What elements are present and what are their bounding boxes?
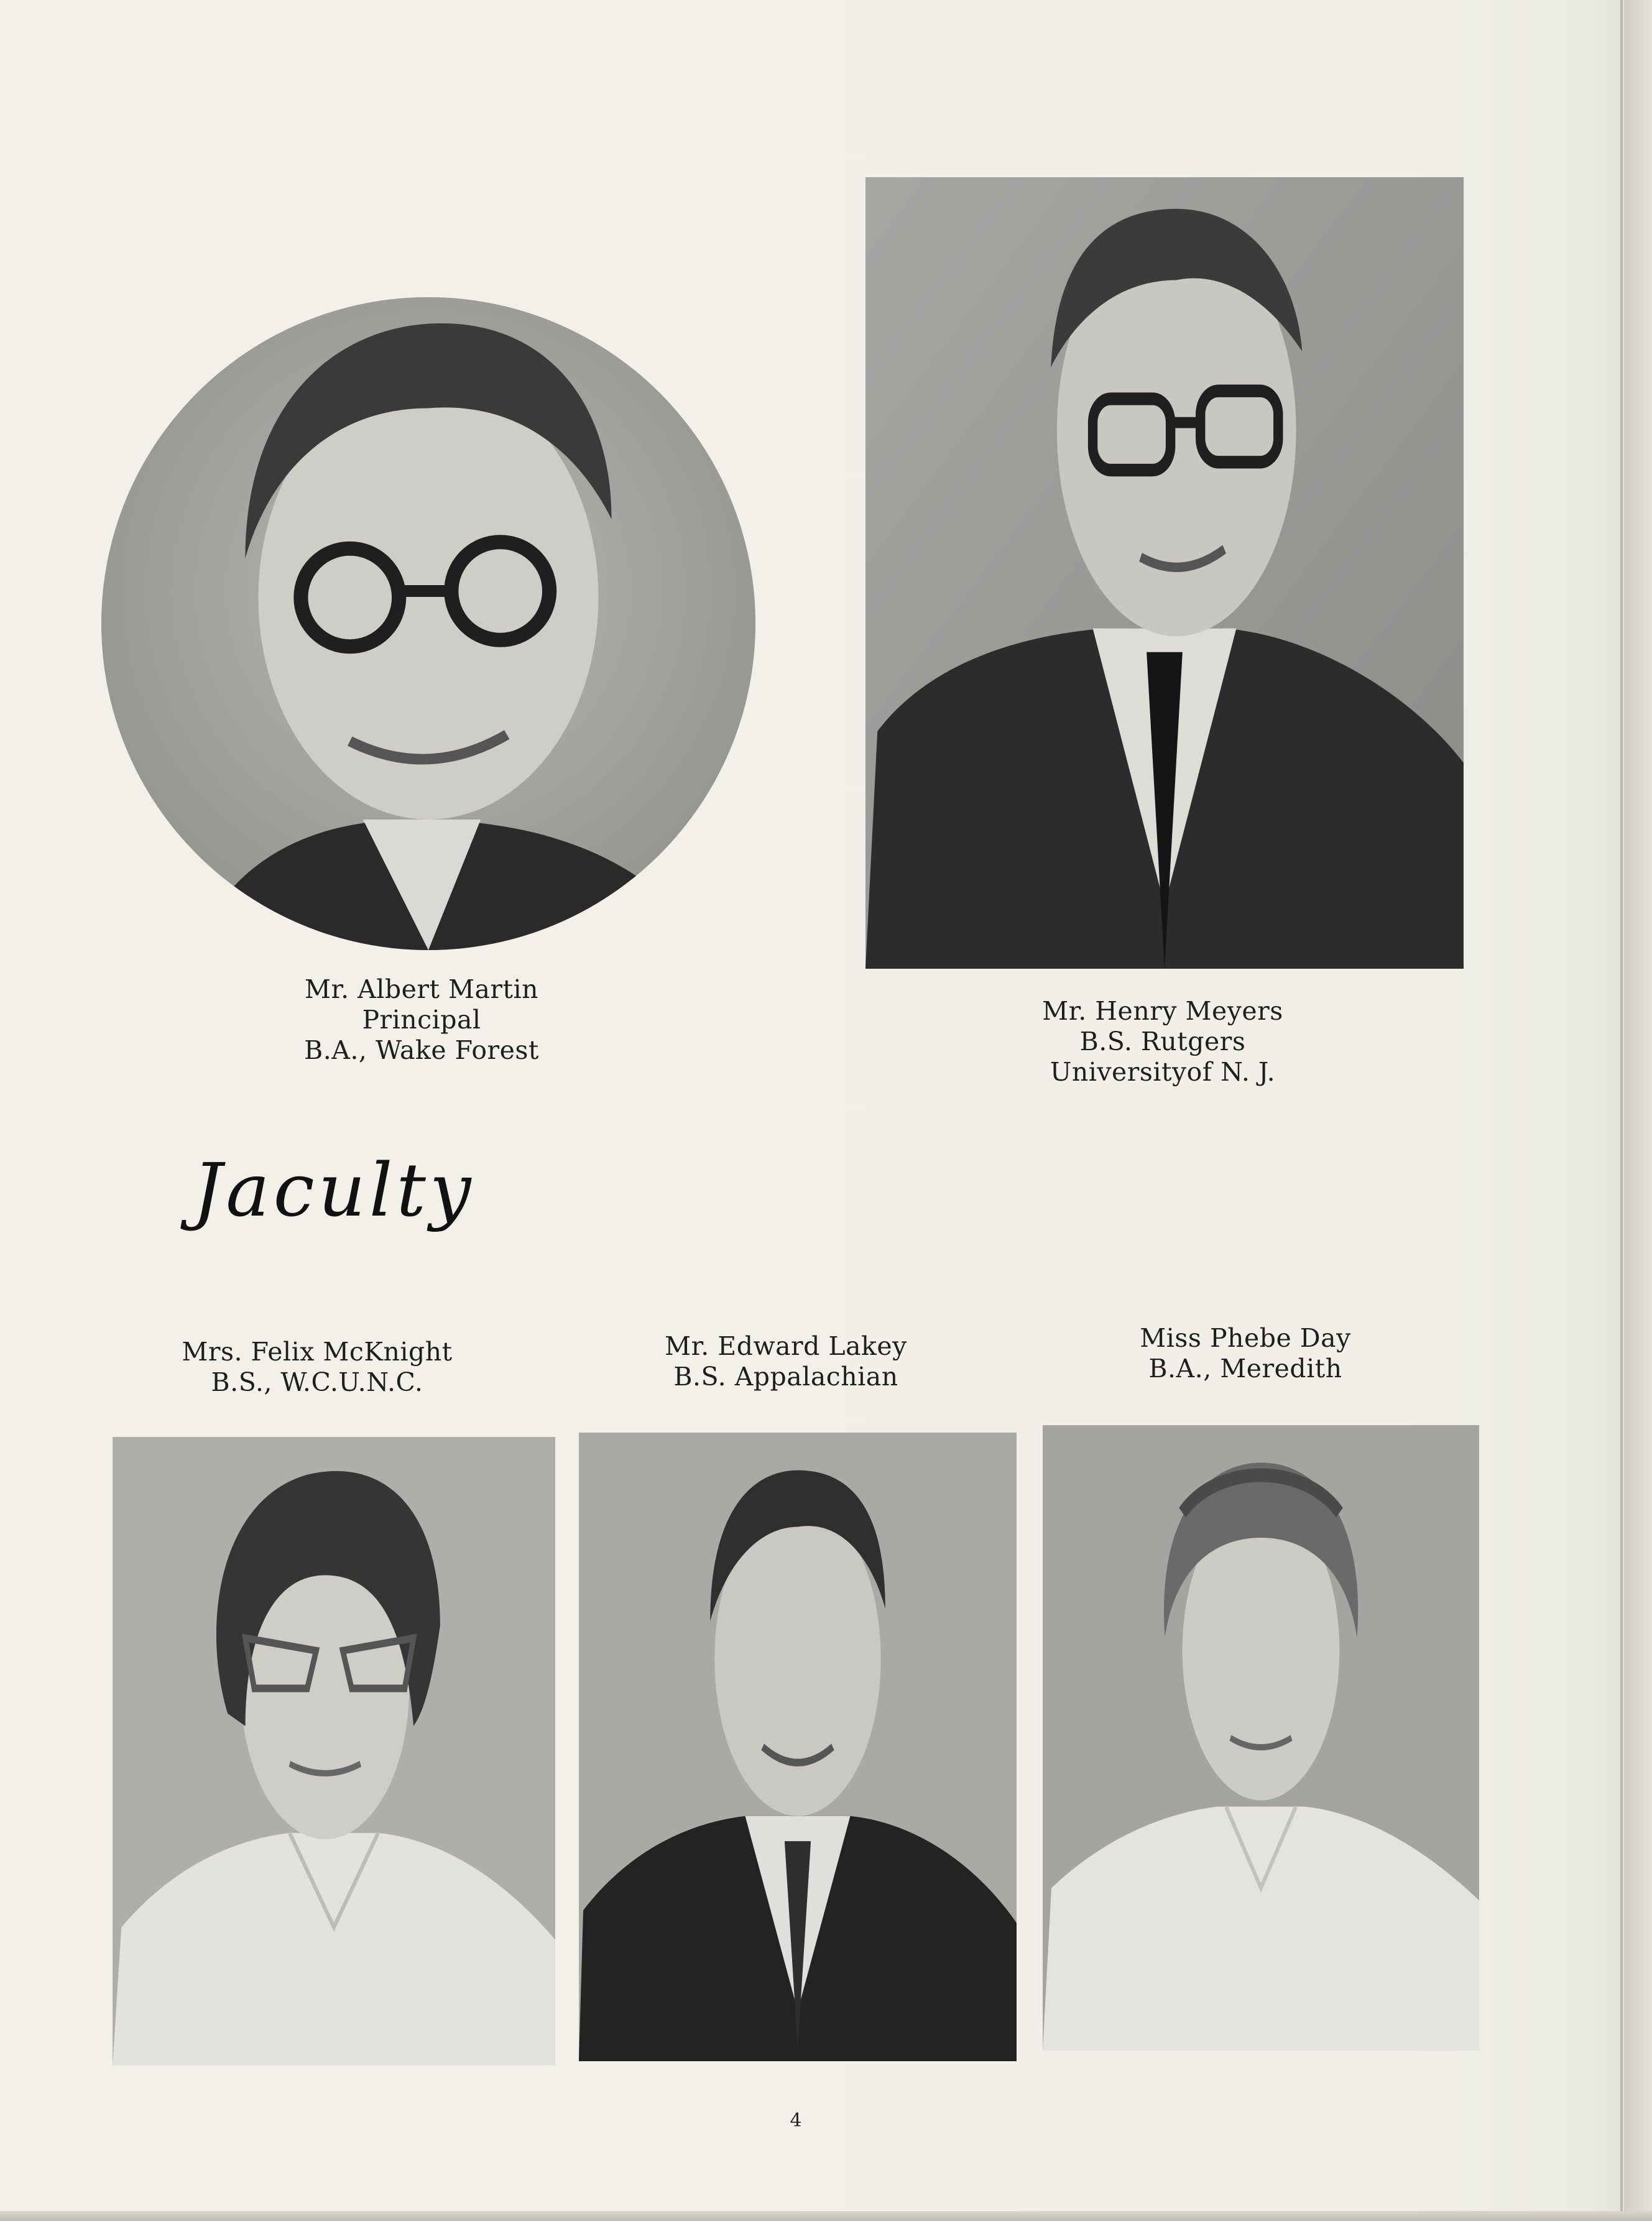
portrait-phebe-day-image xyxy=(1043,1425,1479,2051)
faculty-name: Mrs. Felix McKnight xyxy=(182,1337,453,1367)
portrait-albert-martin xyxy=(101,297,755,950)
page-number: 4 xyxy=(790,2110,802,2131)
portrait-felix-mcknight-image xyxy=(113,1437,555,2066)
caption-felix-mcknight xyxy=(131,1337,504,1398)
page-gutter-line xyxy=(1620,0,1623,2221)
portrait-albert-martin-image xyxy=(101,297,755,950)
caption-albert-martin xyxy=(235,974,608,1066)
portrait-phebe-day xyxy=(1043,1425,1479,2051)
page-gutter-shadow xyxy=(1624,0,1652,2221)
portrait-edward-lakey xyxy=(579,1433,1017,2061)
faculty-name: Mr. Edward Lakey xyxy=(665,1331,907,1361)
faculty-degree: B.S. Appalachian xyxy=(673,1362,898,1392)
faculty-degree: B.A., Meredith xyxy=(1148,1354,1342,1383)
portrait-edward-lakey-image xyxy=(579,1433,1017,2061)
faculty-name: Mr. Albert Martin xyxy=(305,974,538,1004)
faculty-name: Mr. Henry Meyers xyxy=(1042,996,1283,1026)
faculty-degree: B.S. Rutgers xyxy=(1079,1027,1246,1056)
faculty-title: Principal xyxy=(362,1005,481,1035)
portrait-henry-meyers xyxy=(865,177,1464,969)
caption-phebe-day xyxy=(1059,1323,1432,1384)
faculty-name: Miss Phebe Day xyxy=(1140,1323,1351,1353)
faculty-degree: B.A., Wake Forest xyxy=(304,1035,539,1065)
faculty-degree: B.S., W.C.U.N.C. xyxy=(211,1367,423,1397)
caption-henry-meyers xyxy=(976,996,1349,1087)
portrait-felix-mcknight xyxy=(113,1437,555,2066)
page-bottom-edge xyxy=(0,2211,1652,2221)
caption-edward-lakey xyxy=(599,1331,972,1392)
faculty-school: Universityof N. J. xyxy=(1050,1057,1276,1087)
portrait-henry-meyers-image xyxy=(865,177,1464,969)
section-title: Jaculty xyxy=(193,1147,475,1233)
